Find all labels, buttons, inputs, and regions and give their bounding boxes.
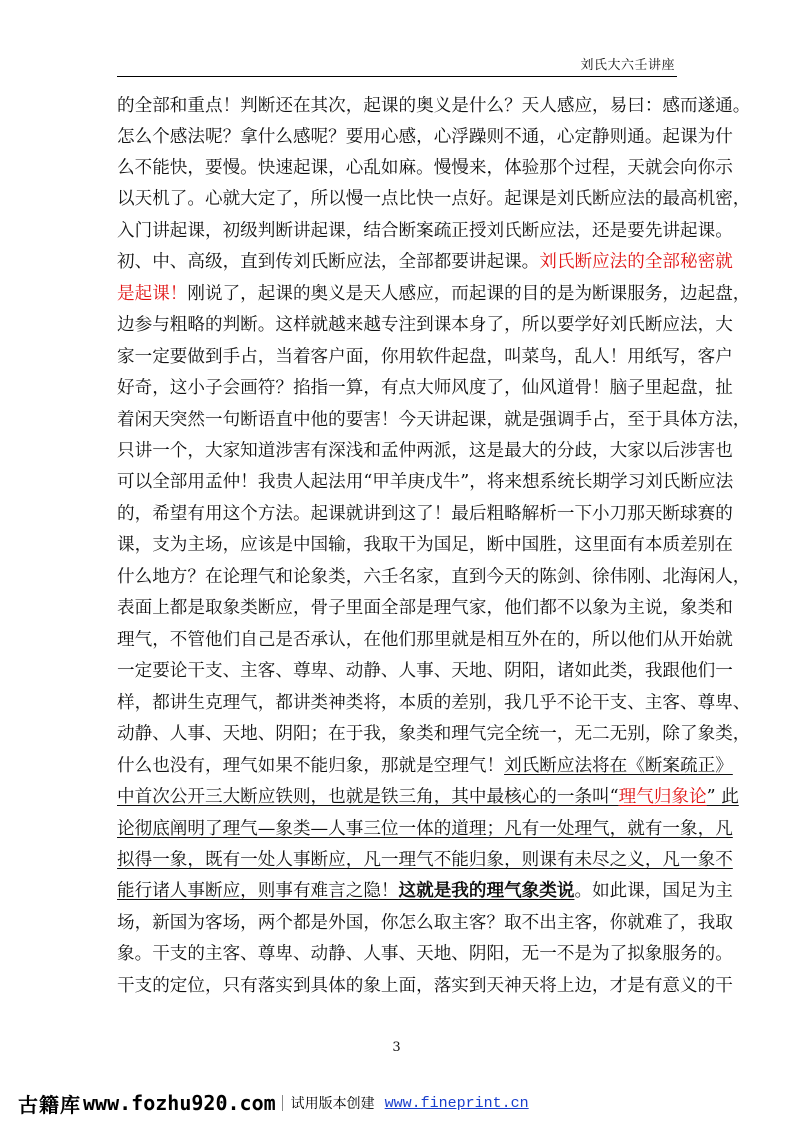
underlined-text: 论彻底阐明了理气—象类—人事三位一体的道理；凡有一处理气，就有一象，凡: [117, 819, 733, 839]
text-span: 刚说了，起课的奥义是天人感应，而起课的目的是为断课服务，边起盘，: [187, 284, 751, 304]
text-line: 场，新国为客场，两个都是外国，你怎么取主客？取不出主客，你就难了，我取: [117, 913, 733, 933]
page-number: 3: [392, 1040, 401, 1055]
text-line: 什么地方？在论理气和论象类，六壬名家，直到今天的陈剑、徐伟刚、北海闲人，: [117, 567, 751, 587]
text-line: 的，希望有用这个方法。起课就讲到这了！最后粗略解析一下小刀那天断球赛的: [117, 504, 733, 524]
text-line: 动静、人事、天地、阴阳；在于我，象类和理气完全统一，无二无别，除了象类，: [117, 724, 751, 744]
text-line: 样，都讲生克理气，都讲类神类将，本质的差别，我几乎不论干支、主客、尊卑、: [117, 693, 751, 713]
underlined-text: 刘氏断应法将在《断案疏正》: [504, 756, 733, 776]
underlined-text: ” 此: [706, 787, 739, 807]
text-line: 象。干支的主客、尊卑、动静、人事、天地、阴阳，无一不是为了拟象服务的。: [117, 944, 733, 964]
text-line: 只讲一个，大家知道涉害有深浅和孟仲两派，这是最大的分歧，大家以后涉害也: [117, 441, 733, 461]
text-line: 入门讲起课，初级判断讲起课，结合断案疏正授刘氏断应法，还是要先讲起课。: [117, 221, 733, 241]
text-line: 干支的定位，只有落实到具体的象上面，落实到天神天将上边，才是有意义的干: [117, 976, 733, 996]
text-line: 课，支为主场，应该是中国输，我取干为国足，断中国胜，这里面有本质差别在: [117, 535, 733, 555]
text-line: [117, 250, 733, 274]
watermark-site-name: 古籍库: [18, 1092, 81, 1117]
text-line: 家一定要做到手占，当着客户面，你用软件起盘，叫菜鸟，乱人！用纸写，客户: [117, 347, 733, 367]
text-line: 以天机了。心就大定了，所以慢一点比快一点好。起课是刘氏断应法的最高机密，: [117, 189, 751, 209]
text-span: 什么也没有，理气如果不能归象，那就是空理气！: [117, 756, 505, 776]
fineprint-link[interactable]: www.fineprint.cn: [384, 1094, 529, 1112]
text-span: 初、中、高级，直到传刘氏断应法，全部都要讲起课。: [117, 252, 540, 272]
highlight-red: 是起课！: [117, 284, 188, 304]
underlined-text: 中首次公开三大断应铁则，也就是铁三角，其中最核心的一条叫“: [117, 787, 619, 807]
watermark-url: www.fozhu920.com: [83, 1091, 276, 1115]
text-span: 。如此课，国足为主: [574, 881, 733, 901]
text-line: [117, 754, 733, 778]
header-title: 刘氏大六壬讲座: [580, 58, 675, 73]
text-line: 的全部和重点！判断还在其次，起课的奥义是什么？天人感应，易曰：感而遂通。: [117, 96, 751, 116]
text-line: 着闲天突然一句断语直中他的要害！今天讲起课，就是强调手占，至于具体方法，: [117, 410, 751, 430]
text-line: 好奇，这小子会画符？掐指一算，有点大师风度了，仙风道骨！脑子里起盘，扯: [117, 378, 733, 398]
text-line: 一定要论干支、主客、尊卑、动静、人事、天地、阴阳，诸如此类，我跟他们一: [117, 661, 733, 681]
text-line: [117, 817, 733, 841]
footer-bar: [18, 1090, 529, 1116]
highlight-red: 刘氏断应法的全部秘密就: [539, 252, 733, 272]
text-line: [117, 282, 750, 306]
footer-divider: [282, 1095, 283, 1111]
text-line: 怎么个感法呢？拿什么感呢？要用心感，心浮躁则不通，心定静则通。起课为什: [117, 127, 733, 147]
text-line: 么不能快，要慢。快速起课，心乱如麻。慢慢来，体验那个过程，天就会向你示: [117, 158, 733, 178]
text-line: [117, 879, 733, 903]
text-line: [117, 785, 739, 809]
text-line: 可以全部用孟仲！我贵人起法用“甲羊庚戊牛”，将来想系统长期学习刘氏断应法: [117, 472, 734, 492]
text-line: 表面上都是取象类断应，骨子里面全部是理气家，他们都不以象为主说，象类和: [117, 598, 733, 618]
highlight-red-underlined: 理气归象论: [618, 787, 707, 807]
text-line: 边参与粗略的判断。这样就越来越专注到课本身了，所以要学好刘氏断应法，大: [117, 315, 733, 335]
text-line: [117, 848, 733, 872]
page-header: [117, 52, 677, 77]
footer-created-text: 试用版本创建: [290, 1096, 375, 1112]
underlined-text: 拟得一象，既有一处人事断应，凡一理气不能归象，则课有未尽之义，凡一象不: [117, 850, 733, 870]
underlined-text: 能行诸人事断应，则事有难言之隐！: [117, 881, 399, 901]
text-line: 理气，不管他们自己是否承认，在他们那里就是相互外在的，所以他们从开始就: [117, 630, 733, 650]
bold-underlined-text: 这就是我的理气象类说: [398, 880, 575, 901]
